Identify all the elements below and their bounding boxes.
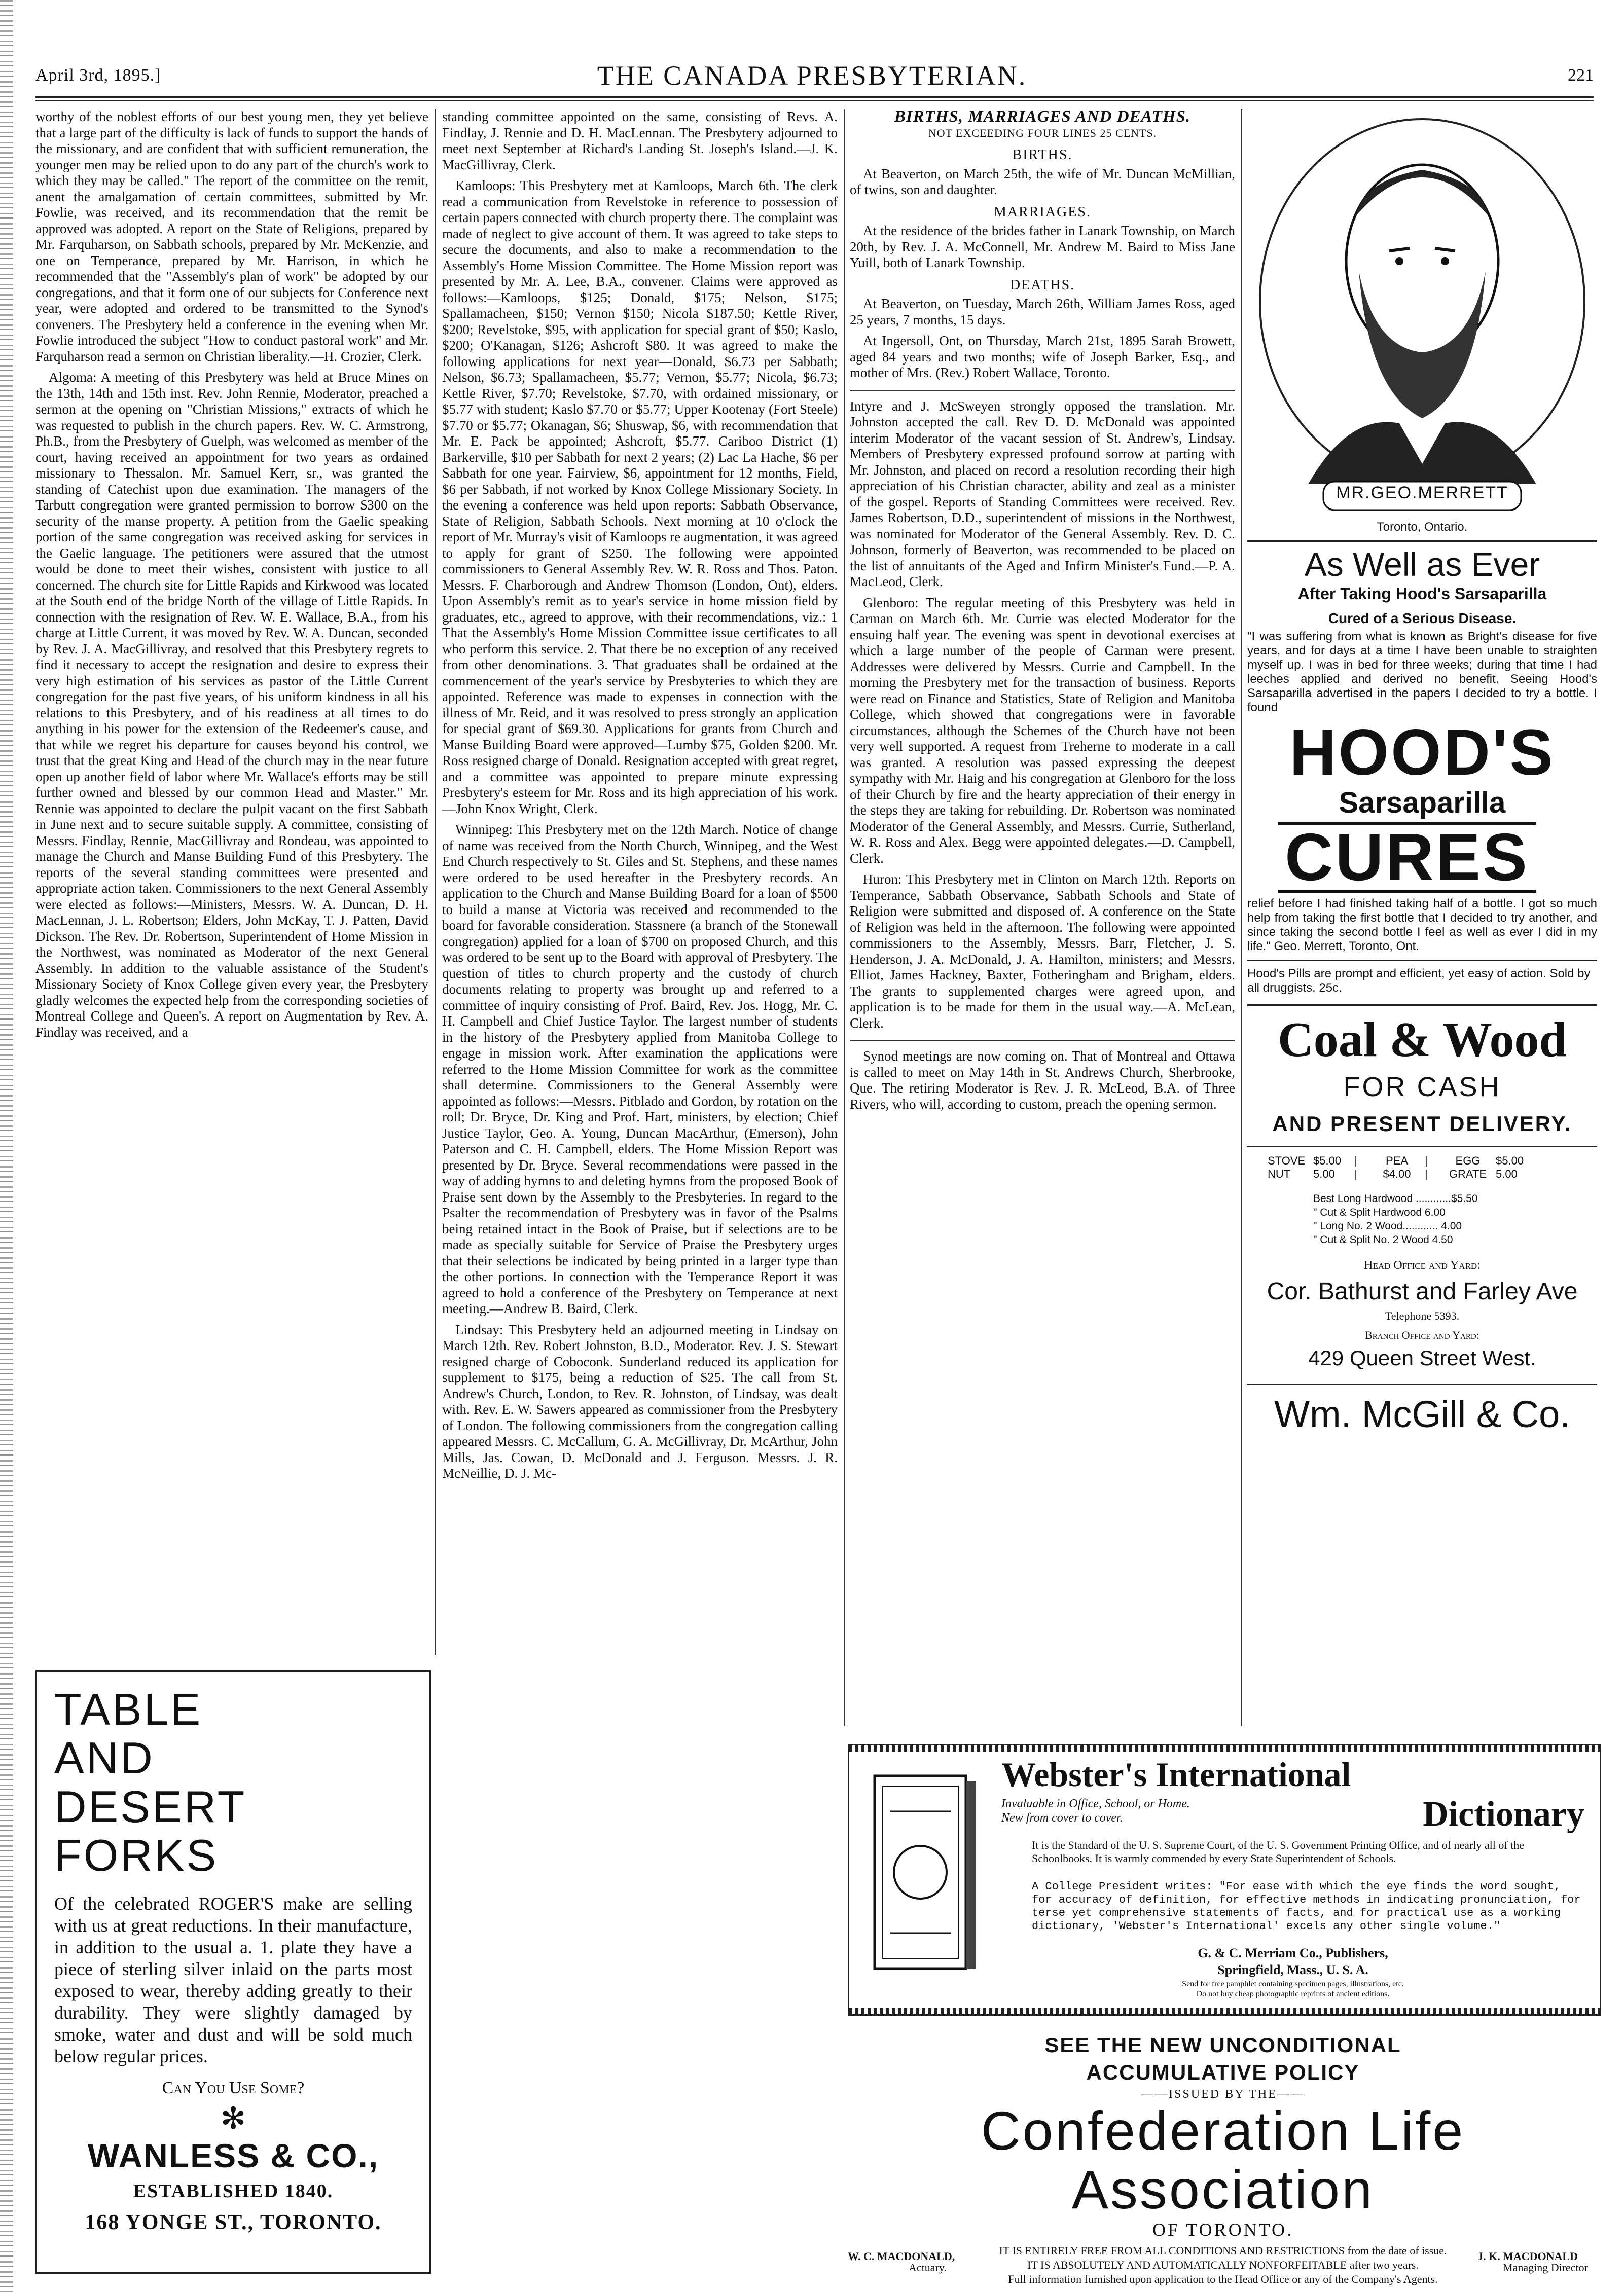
present-delivery: AND PRESENT DELIVERY. xyxy=(1272,1112,1572,1136)
marriages-heading: MARRIAGES. xyxy=(994,204,1091,220)
header-rule-thin xyxy=(35,100,1594,101)
article-huron: Huron: This Presbytery met in Clinton on March 12th. Reports on Temperance, Sabbath Observance, Sabbath Schools and State of Religion were submitted and disposed of. A conference on the State of Religion was held in the afternoon. The following were appointed commissioners to the Assembly, Messrs. Barr, Fletcher, J. S. Henderson, J. A. McDonald, J. A. Hamilton, ministers; and Messrs. Elliot, James Hackney, Baxter, Fotheringham and Brigham, elders. The grants to supplemented charges were agreed upon, and application is to be made for them in the usual way.—A. McLean, Clerk. xyxy=(850,871,1235,1031)
cured-line: Cured of a Serious Disease. xyxy=(1328,610,1517,626)
head-office-label: Head Office and Yard: xyxy=(1364,1259,1481,1272)
wood-price-list: Best Long Hardwood ............$5.50 " Cut & Split Hardwood 6.00 " Long No. 2 Wood............ 4.00 " Cut & Split No. 2 Wood 4.50 xyxy=(1313,1193,1478,1246)
ad-established: ESTABLISHED 1840. xyxy=(133,2180,334,2202)
hoods-testimony: "I was suffering from what is known as Bright's disease for five years, and for days at a time I have been unable to straighten myself up. I was in bed for three weeks; during that time I had leeches applied and derived no benefit. Seeing Hood's Sarsaparilla advertised in the papers I decided to try a bottle. I found xyxy=(1247,630,1597,714)
confed-director-name: J. K. MACDONALD xyxy=(1477,2250,1578,2263)
marriage-notice: At the residence of the brides father in Lanark Township, on March 20th, by Rev. J. A. McConnell, Mr. Andrew M. Baird to Miss Jane Yuill, both of Lanark Township. xyxy=(850,223,1235,270)
ad-company: WANLESS & CO., xyxy=(87,2137,379,2174)
confed-of-toronto: OF TORONTO. xyxy=(1152,2220,1294,2240)
bmd-rate: NOT EXCEEDING FOUR LINES 25 CENTS. xyxy=(928,126,1157,139)
webster-dictionary-ad xyxy=(848,1744,1601,2016)
ad-rule xyxy=(1247,1384,1597,1385)
confed-line1: IT IS ENTIRELY FREE FROM ALL CONDITIONS AND RESTRICTIONS from the date of issue. xyxy=(999,2244,1447,2257)
portrait-name: MR.GEO.MERRETT xyxy=(1336,483,1508,502)
portrait-city: Toronto, Ontario. xyxy=(1377,520,1468,534)
deaths-heading: DEATHS. xyxy=(1009,277,1075,293)
section-rule xyxy=(850,1040,1235,1041)
article-algoma: Algoma: A meeting of this Presbytery was held at Bruce Mines on the 13th, 14th and 15th inst. Rev. John Rennie, Moderator, preached a sermon at the opening on "Christian Missions," extracts of which he was requested to publish in the church papers. Rev. W. C. Armstrong, Ph.B., from the Presbytery of Guelph, was welcomed as member of the court, having received an appointment for two years as ordained missionary to Thessalon. Mr. Samuel Kerr, sr., was granted the standing of Catechist upon due examination. The managers of the Tarbutt congregation were granted permission to borrow $300 on the security of the manse property. A petition from the Gaelic speaking portion of the same congregation was received asking for services in the Gaelic language. The petitioners were assured that the utmost would be done to meet their wishes, consistent with justice to all concerned. The church site for Little Rapids and Kirkwood was located at the South end of the bridge North of the village of Little Rapids. In connection with the resignation of Rev. W. E. Wallace, B.A., from his charge at Little Current, it was moved by Rev. W. A. Duncan, seconded by Rev. J. A. MacGillivray, and resolved that this Presbytery regrets to find it necessary to accept the resignation and desire to express their very high estimation of his services as pastor of the Little Current congregation for the past five years, of his uniform kindness in all his relations to this Presbytery, and of his readiness at all times to do anything in his power for the extension of the Redeemer's cause, and that while we regret his departure for causes beyond his control, we trust that the great King and Head of the church may in the near future open up another field of labor where Mr. Wallace's efforts may be still further owned and blessed by our common Head and Master." Mr. Rennie was appointed to declare the pulpit vacant on the first Sabbath in June next and to secure suitable supply. A committee, consisting of Messrs. Findlay, Rennie, MacGillivray and Rondeau, was appointed to manage the Church and Manse Building Fund of this Presbytery. The reports of the several standing committees were presented and appropriate action taken. Commissioners to the next General Assembly were elected as follows:—Ministers, Messrs. W. A. Duncan, D. H. MacLennan, J. L. Robertson; Elders, John McKay, T. J. Patten, David Dickson. The Rev. Dr. Robertson, Superintendent of Home Mission in the Northwest, was nominated as Moderator of the next General Assembly. In addition to the valuable assistance of the Student's Missionary Society of Knox College given every year, the Presbytery gladly welcomes the expected help from the corresponding societies of Montreal College and Queen's. A report on Augmentation by Rev. A. Findlay was received, and a xyxy=(35,370,428,1040)
ornament-border xyxy=(849,1745,1600,1752)
confederation-life-ad xyxy=(848,2033,1598,2285)
telephone: Telephone 5393. xyxy=(1385,1309,1460,1322)
article-kamloops: Kamloops: This Presbytery met at Kamloops, March 6th. The clerk read a communication from Revelstoke in reference to possession of certain papers connected with church property there. The complaint was made of neglect to give account of them. It was agreed to take steps to secure the documents, and also to make a recommendation to the Assembly's Home Mission Committee. The Home Mission report was presented by Mr. A. Lee, B.A., convener. Claims were approved as follows:—Kamloops, $125; Donald, $175; Nelson, $175; Spallamacheen, $150; Vernon $150; Nicola $187.50; Kettle River, $200; Revelstoke, $95, with application for special grant of $50; Kaslo, $200; O'Kanagan, $126; Ashcroft $80. It was agreed to make the following applications for next year—Donald, $6.73 per Sabbath; Nelson, $6.73; Spallamacheen, $5.77; Vernon, $5.77; Nicola, $6.73; Kettle River, $7.70; Revelstoke, $7.70, with ordained missionary, or $5.77 with student; Kaslo $7.70 or $5.77; Upper Kootenay (Fort Steele) $7.70 or $5.77; Okanagan, $6; Shuswap, $6, with recommendation that Mr. E. Pack be appointed; Ashcroft, $5.77. Cariboo District (1) Barkerville, $10 per Sabbath for next 2 years; (2) Lac La Hache, $6 per Sabbath for one year. Fairview, $6, appointment for 12 months, Field, $6 per Sabbath, if not worked by Knox College Missionary Society. In the evening a conference was held upon reports: Sabbath Observance, State of Religion, Sabbath Schools. Next morning at 10 o'clock the report of Mr. Murray's visit of Kamloops re augmentation, it was agreed to apply for grant of $250. The following were appointed commissioners to General Assembly Rev. W. R. Ross and Thos. Paton. Messrs. F. Charborough and Andrew Thomson (London, Ont), elders. Upon Assembly's remit as to year's service in home mission field by graduates, etc., agreed to approve, with their recommendations, viz.: 1 That the Assembly's Home Mission Committee issue certificates to all who perform this service. 2. That there be no exception of any received from other denominations. 3. That graduates shall be ordained at the commencement of the year's service by Presbyteries to which they are appointed. Reference was made to expenses in connection with the illness of Mr. Reid, and it was resolved to press strongly an application for special grant of $69.30. Applications for grants from Church and Manse Building Board were approved—Lumby $75, Golden $200. Mr. Ross resigned charge of Donald. Resignation accepted with great regret, and a committee was appointed to prepare minute expressing Presbytery's esteem for Mr. Ross and its high appreciation of his work.—John Knox Wright, Clerk. xyxy=(442,178,838,816)
ad-body: Of the celebrated ROGER'S make are selling with us at great reductions. In their manufacture, in addition to the usual a. 1. plate they have a piece of sterling silver inlaid on the parts most exposed to wear, thereby adding greatly to their durability. They were slightly damaged by smoke, water and dust and will be sold much below regular prices. xyxy=(54,1894,412,2066)
webster-new: New from cover to cover. xyxy=(1001,1811,1123,1825)
ad-rule xyxy=(1247,1146,1597,1147)
webster-invaluable: Invaluable in Office, School, or Home. xyxy=(1001,1797,1190,1810)
confed-actuary-name: W. C. MACDONALD, xyxy=(848,2250,955,2263)
birth-notice: At Beaverton, on March 25th, the wife of Mr. Duncan McMillian, of twins, son and daughter. xyxy=(850,166,1235,197)
ad-title: TABLE AND DESERT FORKS xyxy=(54,1684,247,1880)
column-3 xyxy=(850,109,1235,1716)
article-paragraph: standing committee appointed on the same, consisting of Revs. A. Findlay, J. Rennie and D. H. MacLennan. The Presbytery adjourned to meet next September at Richard's Landing St. Joseph's Island.—J. K. MacGillivray, Clerk. xyxy=(442,109,838,172)
sarsaparilla-word: Sarsaparilla xyxy=(1339,786,1506,819)
hoods-wordmark: HOOD'S xyxy=(1289,716,1555,789)
synod-notice: Synod meetings are now coming on. That of Montreal and Ottawa is called to meet on May 14th in St. Andrews Church, Sherbrooke, Que. The retiring Moderator is Rev. J. R. McLeod, B.A. of Three Rivers, who will, according to custom, preach the opening sermon. xyxy=(850,1048,1235,1112)
ad-star-ornament: ✻ xyxy=(220,2102,246,2135)
article-paragraph: worthy of the noblest efforts of our best young men, they yet believe that a large part of the difficulty is lack of funds to support the hands of the missionary, and are confident that with sufficient remuneration, the younger men may be relied upon to do any part of the church's work to which they may be called." The report of the committee on the remit, anent the amalgamation of certain committees, submitted by Mr. Fowlie, was received, and its recommendation that the remit be approved was adopted. A report on the State of Religions, prepared by Mr. Farquharson, on Sabbath schools, prepared by Mr. McKenzie, and one on Temperance, prepared by Mr. Harrison, in which he recommended that the "Assembly's plan of work" be adopted by our congregations, and that it form one of our subjects for Conference next year, were adopted and ordered to be transmitted to the Synod's conveners. The Presbytery held a conference in the evening when Mr. Fowlie introduced the subject "How to conduct pastoral work" and Mr. Farquharson read a sermon on Christian liberality.—H. Crozier, Clerk. xyxy=(35,109,428,364)
column-4-ads xyxy=(1247,109,1597,1721)
page-binding-edge xyxy=(0,0,13,2292)
webster-donot: Do not buy cheap photographic reprints of ancient editions. xyxy=(1196,1990,1390,1998)
confed-name: Confederation Life Association xyxy=(981,2100,1465,2220)
ad-rule xyxy=(1247,1004,1597,1006)
death-notice: At Ingersoll, Ont, on Thursday, March 21st, 1895 Sarah Browett, aged 84 years and two months; wife of Joseph Barker, Esq., and mother of Mrs. (Rev.) Robert Wallace, Toronto. xyxy=(850,333,1235,380)
ad-rule xyxy=(1247,960,1597,961)
confed-line3: Full information furnished upon application to the Head Office or any of the Company's Agents. xyxy=(1008,2273,1438,2285)
coal-price-table: STOVE $5.00 | PEA | EGG $5.00 NUT 5.00 | $4.00 | GRATE 5.00 xyxy=(1268,1154,1524,1180)
column-1 xyxy=(35,109,428,1658)
ad-address: 168 YONGE ST., TORONTO. xyxy=(85,2211,382,2234)
ornament-border xyxy=(849,2008,1600,2014)
header-rule xyxy=(35,96,1594,98)
webster-standard: It is the Standard of the U. S. Supreme Court, of the U. S. Government Printing Office, and of nearly all of the Schoolbooks. It is warmly commended by every State Superintendent of Schools. xyxy=(1032,1839,1525,1865)
head-office-address: Cor. Bathurst and Farley Ave xyxy=(1267,1278,1578,1305)
confed-issued: ——ISSUED BY THE—— xyxy=(1141,2088,1305,2101)
confed-actuary-title: Actuary. xyxy=(909,2261,947,2274)
confed-director-title: Managing Director xyxy=(1503,2261,1588,2274)
webster-title: Webster's International xyxy=(1001,1755,1351,1794)
issue-date: April 3rd, 1895.] xyxy=(35,66,161,85)
article-winnipeg: Winnipeg: This Presbytery met on the 12th March. Notice of change of name was received from the North Church, Winnipeg, and the West End Church respectively to St. Giles and St. Stephens, and these names were ordered to be used hereafter in the Presbytery records. An application to the Church and Manse Building Board for a loan of $500 to build a manse at Victoria was received and recommended to the board for favorable consideration. Stassnere (a branch of the Stonewall congregation) applied for a loan of $700 on proposed Church, and this was ordered to be sent up to the Board with approval of Presbytery. The question of titles to church property and the custody of church documents relating to property was brought up and referred to a committee of inquiry consisting of Prof. Baird, Rev. Jos. Hogg, Mr. C. H. Campbell and Chief Justice Taylor. The largest number of students in the history of the Presbytery applied from Manitoba College to engage in mission work. After examination the applications were referred to the Home Mission Committee for work as the committee shall determine. Commissioners to the General Assembly were appointed as follows:—Messrs. Pitblado and Gordon, by rotation on the roll; Dr. Bryce, Dr. King and Prof. Hart, ministers, by election; Chief Justice Taylor, Geo. A. Young, Duncan MacArthur, (Emerson), John Paterson and C. H. Campbell, elders. The Home Mission Report was presented by Dr. Bryce. Several recommendations were passed in the way of adding hymns to and deleting hymns from the proposed Book of Praise sent down by the Assembly to the Presbyteries. In regard to the Psalter the recommendation of Presbytery was in favor of the Psalms being retained intact in the Book of Praise, but if selections are to be made as specially suitable for Service of Praise the Presbytery urges that their selections be indicated by being printed in a larger type than the other portions. In connection with the Temperance Report it was agreed to hold a conference of the Presbytery on Temperance at next meeting.—Andrew B. Baird, Clerk. xyxy=(442,822,838,1316)
column-divider xyxy=(1241,109,1242,1726)
column-2 xyxy=(442,109,838,2274)
hoods-pills: Hood's Pills are prompt and efficient, yet easy of action. Sold by all druggists. 25c. xyxy=(1247,967,1591,995)
bmd-title: BIRTHS, MARRIAGES AND DEATHS. xyxy=(894,109,1191,126)
mcgill-company: Wm. McGill & Co. xyxy=(1274,1393,1570,1435)
coal-wood-title: Coal & Wood xyxy=(1278,1012,1567,1067)
confed-policy: ACCUMULATIVE POLICY xyxy=(1086,2060,1360,2084)
wanless-forks-ad xyxy=(35,1670,431,2274)
section-rule xyxy=(850,390,1235,391)
webster-publisher: G. & C. Merriam Co., Publishers, xyxy=(1198,1946,1388,1960)
article-lindsay-continued: Intyre and J. McSweyen strongly opposed the translation. Mr. Johnston accepted the call. Rev D. D. McDonald was appointed interim Moderator of the vacant session of St. Andrew's, Lindsay. Members of Presbytery expressed profound sorrow at parting with Mr. Johnston, and placed on record a resolution recording their high appreciation of his Christian character, ability and zeal as a minister of the gospel. Reports of Standing Committees were received. Rev. James Robertson, D.D., superintendent of missions in the Northwest, was nominated for Moderator of the General Assembly. Rev. D. C. Johnson, formerly of Beaverton, was recommended to be placed on the list of annuitants of the Aged and Infirm Minister's Fund.—P. A. MacLeod, Clerk. xyxy=(850,398,1235,589)
branch-office-label: Branch Office and Yard: xyxy=(1365,1329,1479,1341)
article-lindsay: Lindsay: This Presbytery held an adjourned meeting in Lindsay on March 12th. Rev. Robert Johnston, B.D., Moderator. Rev. J. S. Stewart resigned charge of Coboconk. Sunderland reduced its application for supplement to $175, being a reduction of $25. The call from St. Andrew's Church, London, to Rev. R. Johnston, of Lindsay, was dealt with. Rev. E. W. Sawers appeared as commissioner from the Presbytery of London. The following commissioners from the congregation calling appeared Messrs. C. McCallum, G. A. McGillivray, Dr. McArthur, John Mills, Jas. Cowan, D. McDonald and J. Ferguson. Messrs. J. R. McNeillie, D. J. Mc- xyxy=(442,1322,838,1481)
dictionary-book-icon xyxy=(870,1771,981,1974)
death-notice: At Beaverton, on Tuesday, March 26th, William James Ross, aged 25 years, 7 months, 15 days. xyxy=(850,296,1235,328)
page-number: 221 xyxy=(1568,66,1594,85)
hoods-testimony-end: relief before I had finished taking half of a bottle. I got so much help from taking the first bottle that I decided to try another, and since taking the second bottle I feel as well as ever I did in my life." Geo. Merrett, Toronto, Ont. xyxy=(1247,897,1597,953)
as-well-heading: As Well as Ever xyxy=(1304,545,1540,583)
webster-dictionary-word: Dictionary xyxy=(1423,1795,1584,1834)
column-divider xyxy=(435,109,436,1655)
branch-office-address: 429 Queen Street West. xyxy=(1308,1346,1536,1370)
newspaper-title: THE CANADA PRESBYTERIAN. xyxy=(597,60,1027,91)
webster-city: Springfield, Mass., U. S. A. xyxy=(1217,1962,1368,1977)
cures-word: CURES xyxy=(1278,822,1536,893)
for-cash: FOR CASH xyxy=(1343,1072,1501,1102)
webster-quote: A College President writes: "For ease with which the eye finds the word sought, for accuracy of definition, for effective methods in indicating pronunciation, for terse yet comprehensive statements of facts, and for practical use as a working dictionary, 'Webster's International' excels any other single volume." xyxy=(1032,1880,1581,1933)
confed-see: SEE THE NEW UNCONDITIONAL xyxy=(1044,2033,1401,2057)
ad-can-you: Can You Use Some? xyxy=(162,2079,305,2097)
births-heading: BIRTHS. xyxy=(1012,147,1073,163)
webster-send: Send for free pamphlet containing specimen pages, illustrations, etc. xyxy=(1182,1980,1404,1988)
merrett-portrait-image xyxy=(1247,109,1597,525)
ad-rule xyxy=(1247,540,1597,542)
article-glenboro: Glenboro: The regular meeting of this Presbytery was held in Carman on March 6th. Mr. Currie was elected Moderator for the ensuing half year. The evening was spent in devotional exercises at which a large number of the people of Carman were present. Addresses were delivered by Messrs. Currie and Campbell. In the morning the Presbytery met for the transaction of business. Reports were read on Finance and Statistics, State of Religion and Manitoba College, which showed that congregations were in favorable circumstances, although the Schemes of the Church have not been very well supported. A request from Treherne to moderate in a call was granted. A resolution was passed expressing the deepest sympathy with Mr. Haig and his congregation at Glenboro for the loss of their Church by fire and the hearty appreciation of their energy in the steps they are taking for rebuilding. Dr. Robertson was nominated Moderator of the General Assembly, and Messrs. Currie, Sutherland, W. R. Ross and Alex. Begg were appointed delegates.—D. Campbell, Clerk. xyxy=(850,595,1235,866)
confed-line2: IT IS ABSOLUTELY AND AUTOMATICALLY NONFORFEITABLE after two years. xyxy=(1027,2259,1419,2271)
column-divider xyxy=(844,109,845,1726)
after-taking: After Taking Hood's Sarsaparilla xyxy=(1297,585,1547,603)
